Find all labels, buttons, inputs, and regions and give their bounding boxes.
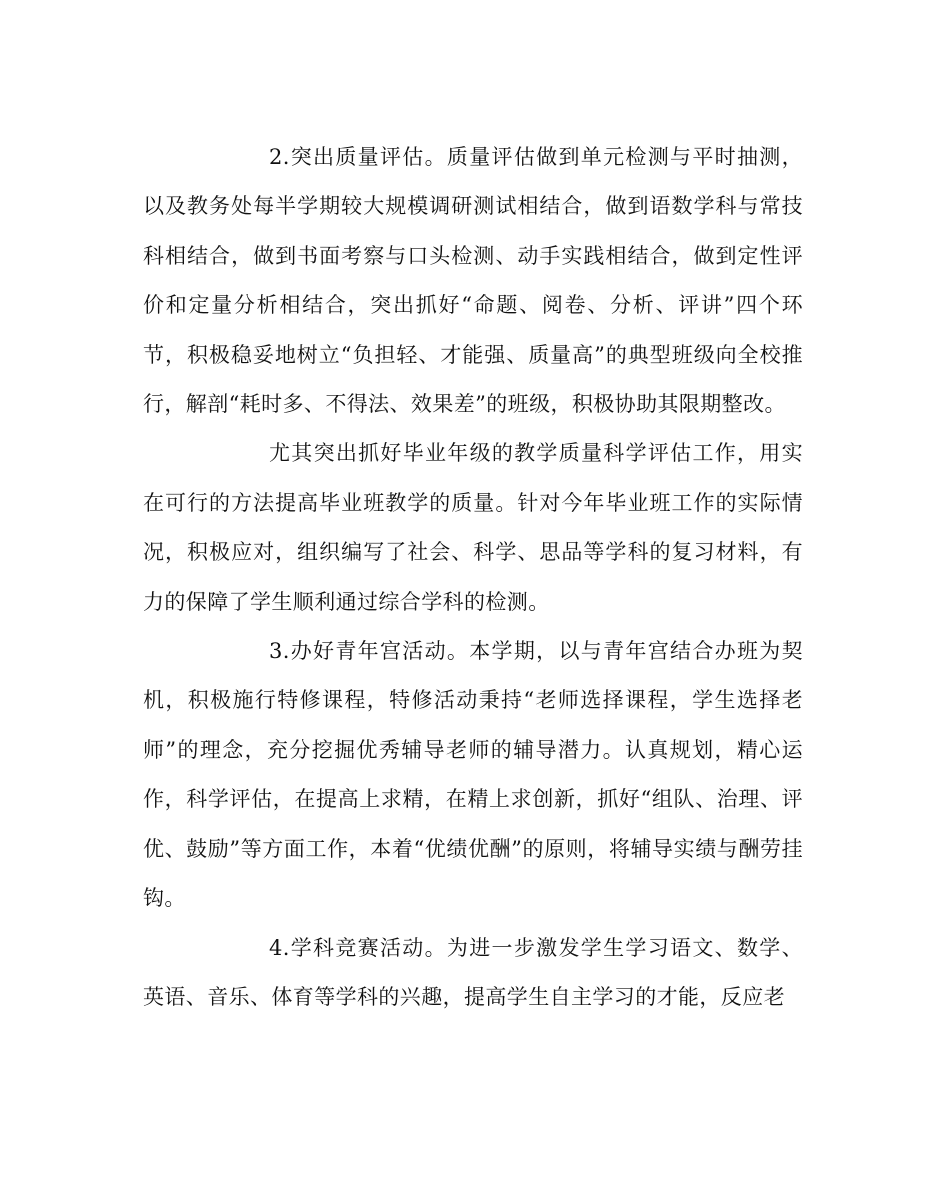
- paragraph-quality-assessment: 2.突出质量评估。质量评估做到单元检测与平时抽测，以及教务处每半学期较大规模调研测试相结合，做到语数学科与常技科相结合，做到书面考察与口头检测、动手实践相结合，做到定性评价和定量分析相结合，突出抓好“命题、阅卷、分析、评讲”四个环节，积极稳妥地树立“负担轻、才能强、质量高”的典型班级向全校推行，解剖“耗时多、不得法、效果差”的班级，积极协助其限期整改。: [143, 145, 803, 417]
- paragraph-subject-competition: 4.学科竞赛活动。为进一步激发学生学习语文、数学、英语、音乐、体育等学科的兴趣，提高学生自主学习的才能，反应老: [143, 935, 803, 1009]
- document-body: [143, 133, 803, 1022]
- paragraph-youth-palace: 3.办好青年宫活动。本学期，以与青年宫结合办班为契机，积极施行特修课程，特修活动秉持“老师选择课程，学生选择老师”的理念，充分挖掘优秀辅导老师的辅导潜力。认真规划，精心运作，科学评估，在提高上求精，在精上求创新，抓好“组队、治理、评优、鼓励”等方面工作，本着“优绩优酬”的原则，将辅导实绩与酬劳挂钩。: [143, 639, 803, 911]
- paragraph-graduation-grade: 尤其突出抓好毕业年级的教学质量科学评估工作，用实在可行的方法提高毕业班教学的质量。针对今年毕业班工作的实际情况，积极应对，组织编写了社会、科学、思品等学科的复习材料，有力的保障了学生顺利通过综合学科的检测。: [143, 441, 803, 614]
